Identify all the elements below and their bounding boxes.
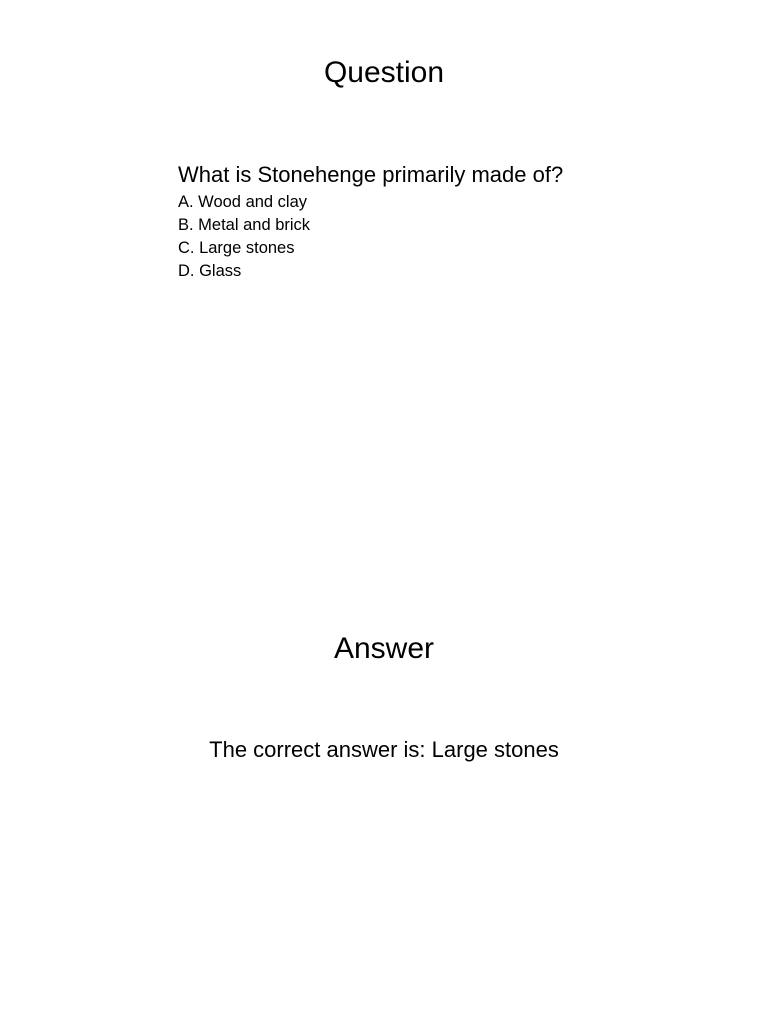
option-d: D. Glass bbox=[178, 262, 242, 280]
option-a: A. Wood and clay bbox=[178, 193, 308, 211]
question-heading: Question bbox=[323, 56, 445, 89]
option-c: C. Large stones bbox=[178, 239, 295, 257]
option-b: B. Metal and brick bbox=[178, 216, 311, 234]
options-list bbox=[178, 191, 738, 283]
answer-heading: Answer bbox=[333, 632, 435, 665]
answer-text: The correct answer is: Large stones bbox=[209, 737, 559, 762]
question-block bbox=[178, 161, 738, 283]
question-text: What is Stonehenge primarily made of? bbox=[178, 162, 564, 187]
